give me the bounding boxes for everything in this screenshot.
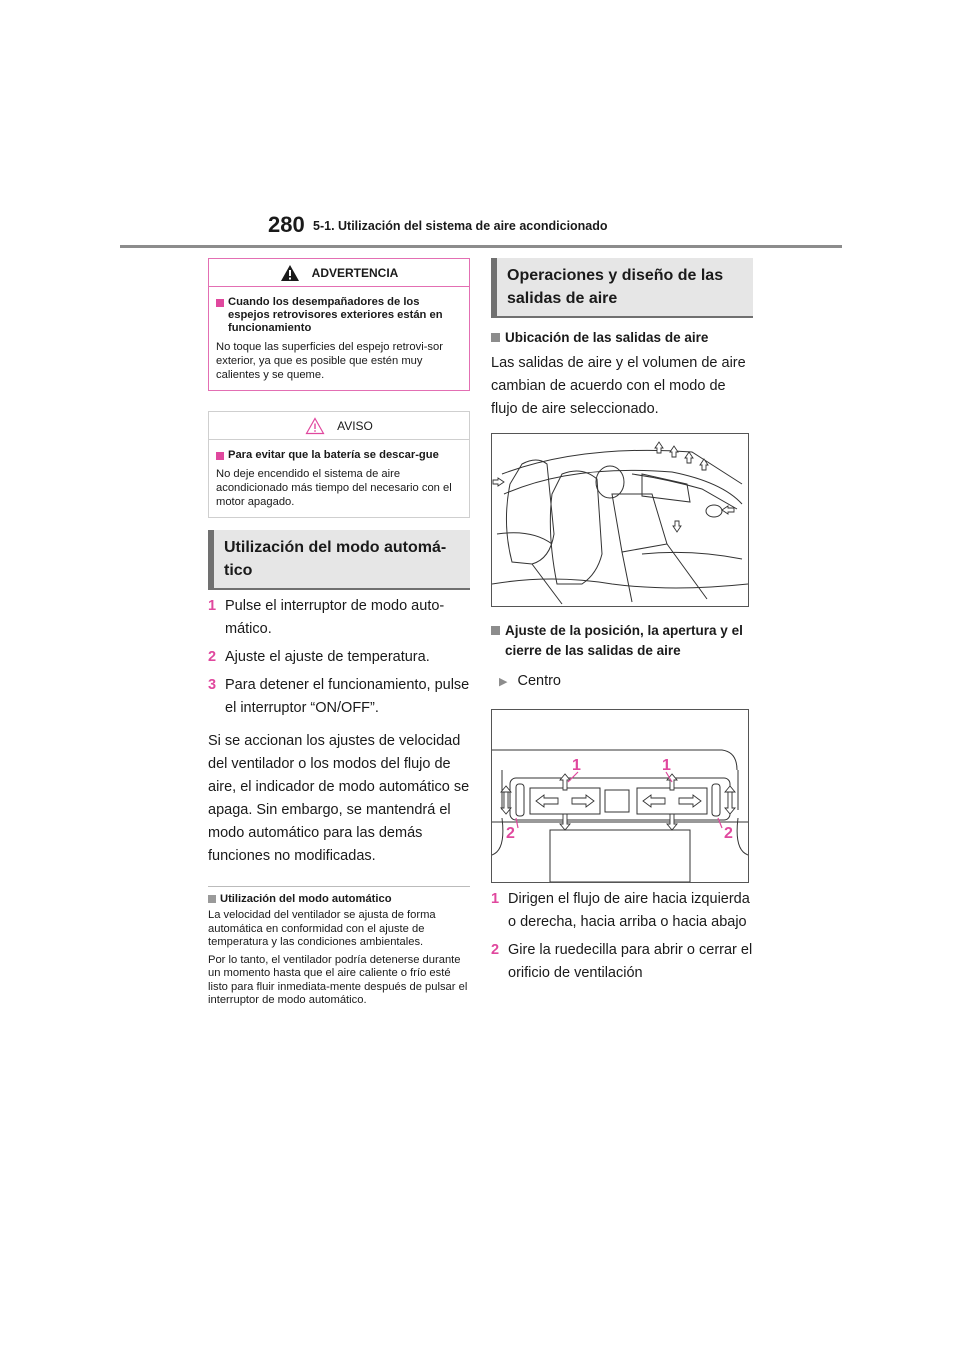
center-label: Centro <box>517 673 561 689</box>
auto-mode-paragraph: Si se accionan los ajustes de velocidad del ventilador o los modos del flujo de aire, el indicador de modo automático se apaga. Sin embargo, se mantendrá el modo automático para las demás funciones no modificadas. <box>208 733 470 864</box>
step-text: Pulse el interruptor de modo auto-mático. <box>225 598 445 637</box>
bullet-square-icon <box>216 299 224 307</box>
warning-icon <box>280 264 300 282</box>
warning-item-title: Cuando los desempañadores de los espejos retrovisores exteriores están en funcionamiento <box>228 296 443 334</box>
bullet-square-icon <box>208 895 216 903</box>
step-item <box>208 674 470 720</box>
step-text: Gire la ruedecilla para abrir o cerrar el orificio de ventilación <box>508 942 753 981</box>
step-text: Dirigen el flujo de aire hacia izquierda o derecha, hacia arriba o hacia abajo <box>508 891 750 930</box>
note-title <box>208 893 470 905</box>
step-text: Ajuste el ajuste de temperatura. <box>225 649 430 665</box>
bullet-square-icon <box>491 626 500 635</box>
note-rule <box>208 886 470 887</box>
section-title: 5-1. Utilización del sistema de aire acondicionado <box>313 219 608 233</box>
triangle-right-icon: ▶ <box>499 676 508 688</box>
notice-item <box>216 449 462 462</box>
notice-header <box>209 412 469 440</box>
warning-heading: ADVERTENCIA <box>311 265 399 280</box>
warning-item <box>216 296 462 335</box>
bullet-square-icon <box>491 333 500 342</box>
step-number: 1 <box>208 598 217 614</box>
bullet-square-icon <box>216 452 224 460</box>
step-number: 1 <box>491 891 500 907</box>
location-title <box>491 328 753 348</box>
left-column <box>208 258 470 1008</box>
step-item <box>491 939 753 985</box>
center-subitem <box>491 673 753 689</box>
adjust-title-text: Ajuste de la posición, la apertura y el cierre de las salidas de aire <box>505 623 743 658</box>
step-number: 2 <box>491 942 500 958</box>
auto-mode-heading: Utilización del modo automá-tico <box>208 530 470 590</box>
warning-header <box>209 259 469 287</box>
header-rule <box>120 245 842 248</box>
warning-text: No toque las superficies del espejo retrovi-sor exterior, ya que es posible que estén muy calientes y se queme. <box>216 341 443 381</box>
notice-text: No deje encendido el sistema de aire acondicionado más tiempo del necesario con el motor apagado. <box>216 468 452 508</box>
notice-heading: AVISO <box>337 418 373 433</box>
notice-item-title: Para evitar que la batería se descar-gue <box>228 449 439 461</box>
note-paragraph: Por lo tanto, el ventilador podría detenerse durante un momento hasta que el aire caliente o frío esté listo para fluir inmediata-mente después de pulsar el interruptor de modo automático. <box>208 953 468 1006</box>
center-vents-illustration <box>491 709 749 883</box>
step-item <box>208 646 470 669</box>
page-number: 280 <box>268 212 305 237</box>
callout-2-left: 2 <box>506 825 515 842</box>
right-column <box>491 258 753 985</box>
note-title-text: Utilización del modo automático <box>220 893 392 905</box>
car-interior-illustration <box>491 433 749 607</box>
notice-box <box>208 411 470 518</box>
warning-box <box>208 258 470 391</box>
auto-mode-steps <box>208 595 470 720</box>
location-text: Las salidas de aire y el volumen de aire cambian de acuerdo con el modo de flujo de aire seleccionado. <box>491 355 746 417</box>
step-item <box>491 888 753 934</box>
adjust-title <box>491 621 753 661</box>
step-item <box>208 595 470 641</box>
step-number: 3 <box>208 677 217 693</box>
caution-icon <box>305 417 325 435</box>
car-interior-drawing <box>492 434 748 606</box>
location-title-text: Ubicación de las salidas de aire <box>505 330 709 345</box>
center-vents-drawing <box>492 710 748 882</box>
callout-1-right: 1 <box>662 757 671 774</box>
callout-1-left: 1 <box>572 757 581 774</box>
note-paragraph: La velocidad del ventilador se ajusta de forma automática en conformidad con el ajuste de temperatura y las condiciones ambientales. <box>208 909 436 948</box>
callout-2-right: 2 <box>724 825 733 842</box>
step-text: Para detener el funcionamiento, pulse el interruptor “ON/OFF”. <box>225 677 470 716</box>
step-number: 2 <box>208 649 217 665</box>
adjust-steps <box>491 888 753 985</box>
vents-heading: Operaciones y diseño de las salidas de aire <box>491 258 753 318</box>
